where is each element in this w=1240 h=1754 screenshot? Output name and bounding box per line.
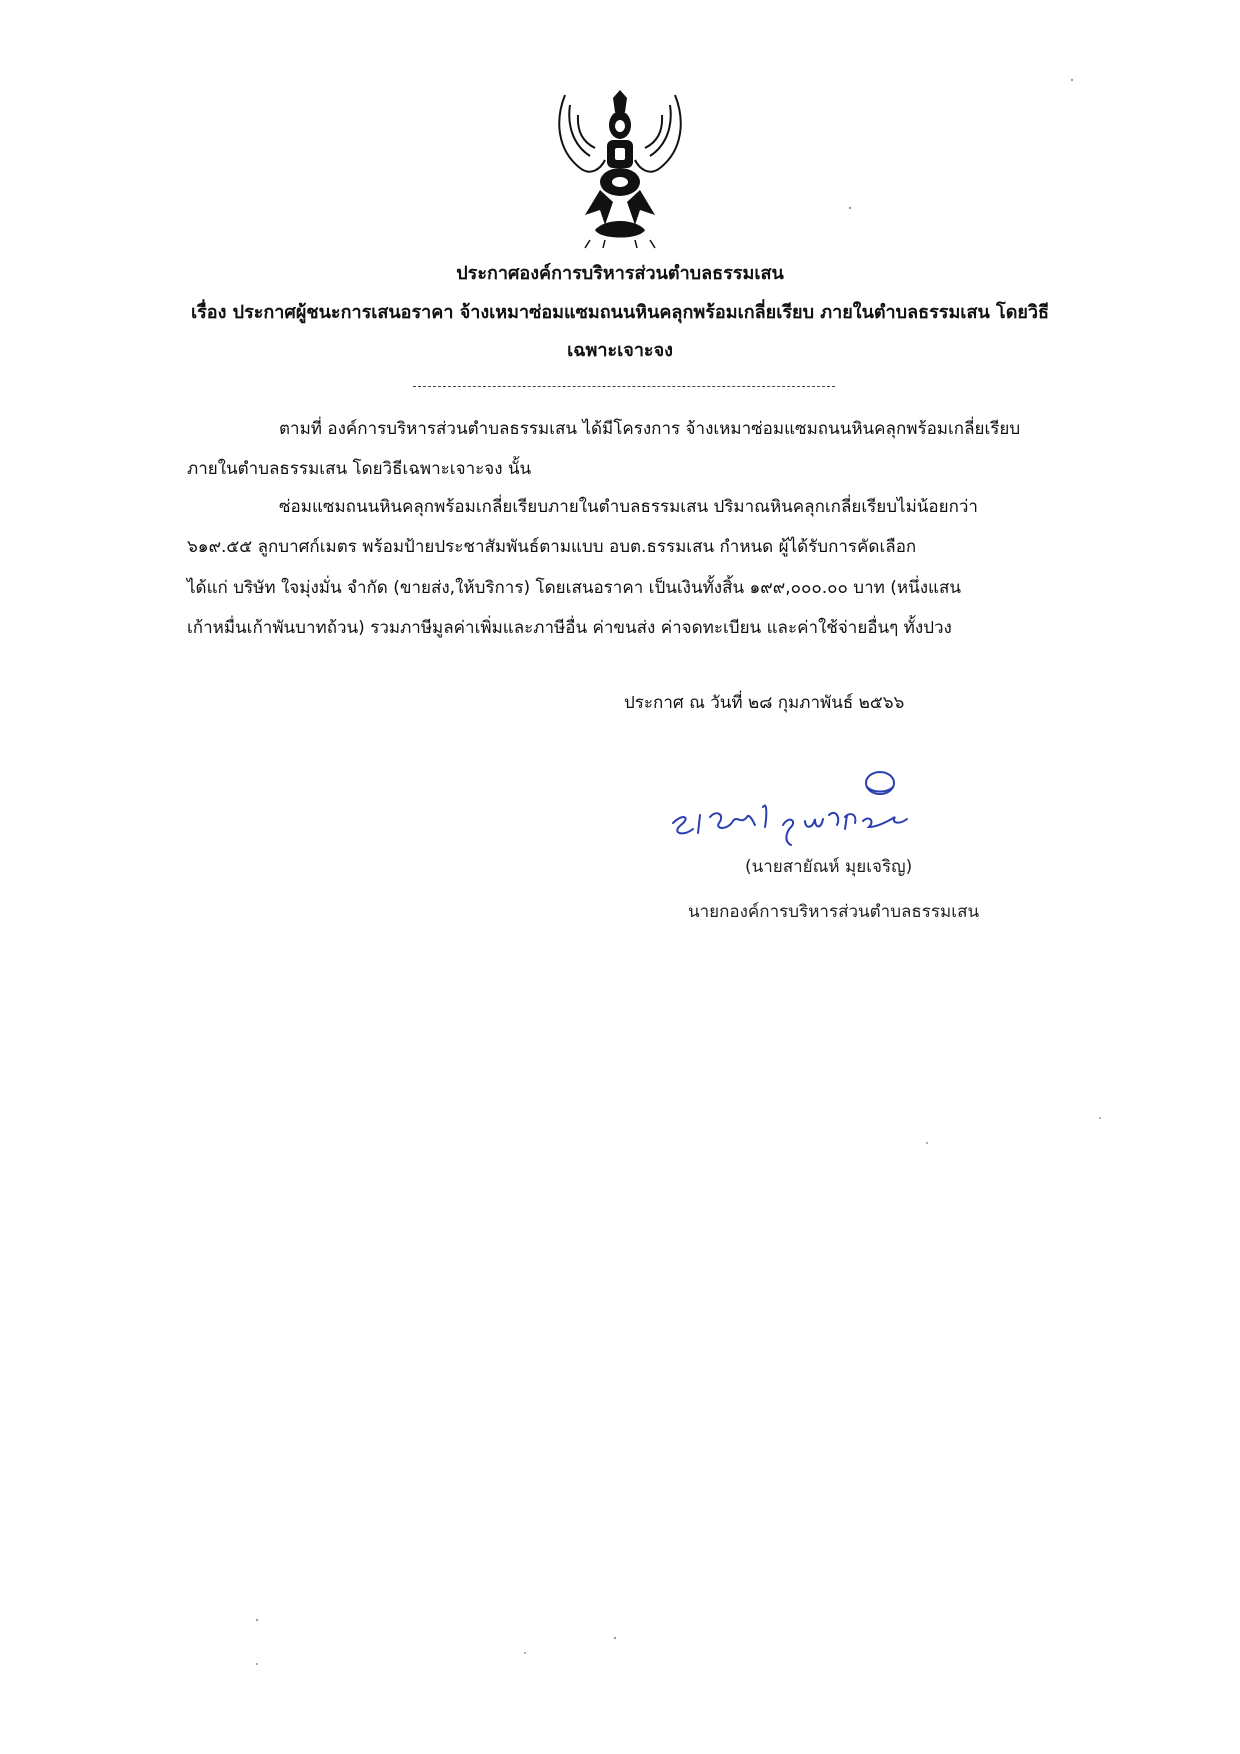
handwritten-signature-icon [655,765,940,850]
subject-label: เรื่อง ประกาศผู้ชนะการเสนอราคา [190,302,454,323]
paragraph-2-line-1: ซ่อมแซมถนนหินคลุกพร้อมเกลี่ยเรียบภายในตำบลธรรมเสน ปริมาณหินคลุกเกลี่ยเรียบไม่น้อยกว่า [279,497,978,517]
subject-line [0,297,1240,326]
announcement-date: ประกาศ ณ วันที่ ๒๘ กุมภาพันธ์ ๒๕๖๖ [624,693,905,713]
signer-title: นายกองค์การบริหารส่วนตำบลธรรมเสน [688,902,980,922]
announcement-title: ประกาศองค์การบริหารส่วนตำบลธรรมเสน [456,263,784,284]
paragraph-2-line-3: ได้แก่ บริษัท ใจมุ่งมั่น จำกัด (ขายส่ง,ให้บริการ) โดยเสนอราคา เป็นเงินทั้งสิ้น ๑๙๙,๐๐๐.๐๐ บาท (หนึ่งแสน [187,578,961,598]
subject-text: จ้างเหมาซ่อมแซมถนนหินคลุกพร้อมเกลี่ยเรียบ ภายในตำบลธรรมเสน โดยวิธี [459,302,1050,323]
paragraph-2-line-2: ๖๑๙.๕๕ ลูกบาศก์เมตร พร้อมป้ายประชาสัมพันธ์ตามแบบ อบต.ธรรมเสน กำหนด ผู้ได้รับการคัดเลือก [187,537,917,557]
divider [413,386,835,387]
paragraph-1-line-2: ภายในตำบลธรรมเสน โดยวิธีเฉพาะเจาะจง นั้น [187,459,532,479]
garuda-emblem-icon [545,90,695,250]
paragraph-1-line-1: ตามที่ องค์การบริหารส่วนตำบลธรรมเสน ได้มีโครงการ จ้างเหมาซ่อมแซมถนนหินคลุกพร้อมเกลี่ยเรียบ [279,419,1021,439]
subject-continuation: เฉพาะเจาะจง [567,340,673,361]
signer-name: (นายสายัณห์ มุยเจริญ) [745,857,913,877]
paragraph-2-line-4: เก้าหมื่นเก้าพันบาทถ้วน) รวมภาษีมูลค่าเพิ่มและภาษีอื่น ค่าขนส่ง ค่าจดทะเบียน และค่าใช้จ่ายอื่นๆ ทั้งปวง [187,618,952,638]
